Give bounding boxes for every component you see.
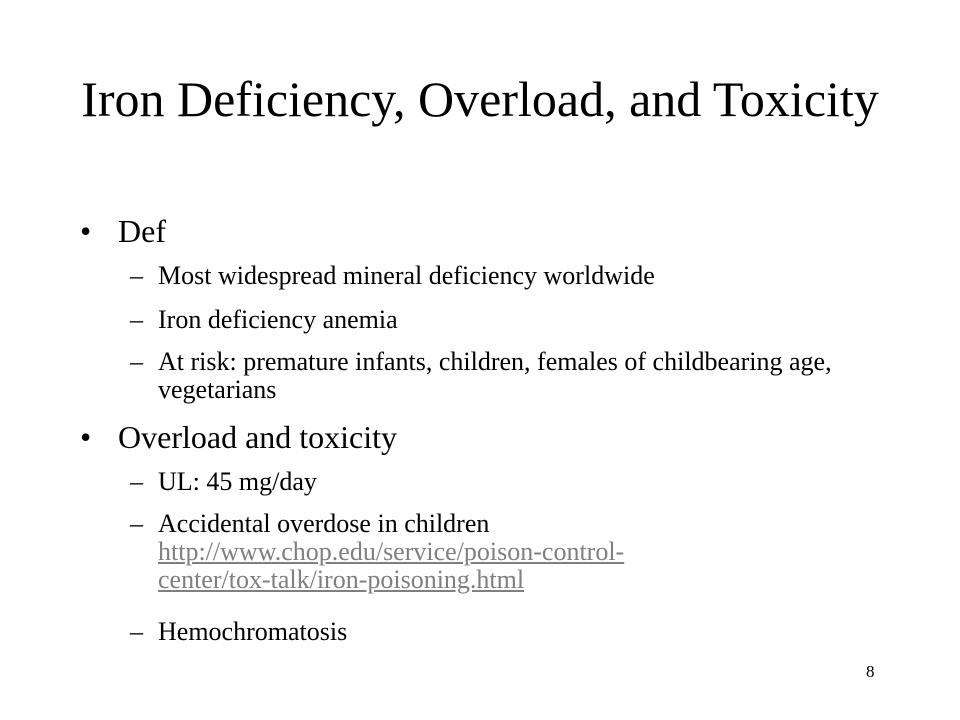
poison-control-link-line1[interactable]: http://www.chop.edu/service/poison-control- [158, 537, 625, 566]
sub-item [130, 262, 878, 290]
bullet-glyph: • [80, 419, 92, 455]
bullet-heading: Overload and toxicity [118, 419, 398, 455]
dash-glyph: – [130, 261, 143, 290]
bullet-heading: Def [118, 213, 166, 249]
dash-glyph: – [130, 305, 143, 334]
poison-control-link-line2[interactable]: center/tox-talk/iron-poisoning.html [158, 565, 525, 594]
sub-item-text [158, 510, 878, 594]
sub-item [130, 348, 838, 404]
sub-item-text: At risk: premature infants, children, females of childbearing age, vegetarians [158, 347, 832, 404]
sub-item-text: Iron deficiency anemia [158, 305, 398, 334]
slide-title: Iron Deficiency, Overload, and Toxicity [81, 71, 879, 127]
bullet-def [80, 212, 166, 250]
sub-item [130, 306, 878, 334]
sub-item-label: Accidental overdose in children [158, 509, 490, 538]
sub-item-text: Hemochromatosis [158, 617, 348, 646]
sub-item [130, 468, 878, 496]
bullet-glyph: • [80, 213, 92, 249]
dash-glyph: – [130, 467, 143, 496]
sub-item [130, 510, 878, 594]
dash-glyph: – [130, 617, 143, 646]
sub-item [130, 618, 878, 646]
page-number: 8 [866, 662, 875, 681]
sub-item-text: UL: 45 mg/day [158, 467, 317, 496]
bullet-overload [80, 418, 397, 456]
sub-item-text: Most widespread mineral deficiency worldwide [158, 261, 655, 290]
dash-glyph: – [130, 509, 143, 538]
dash-glyph: – [130, 347, 143, 376]
